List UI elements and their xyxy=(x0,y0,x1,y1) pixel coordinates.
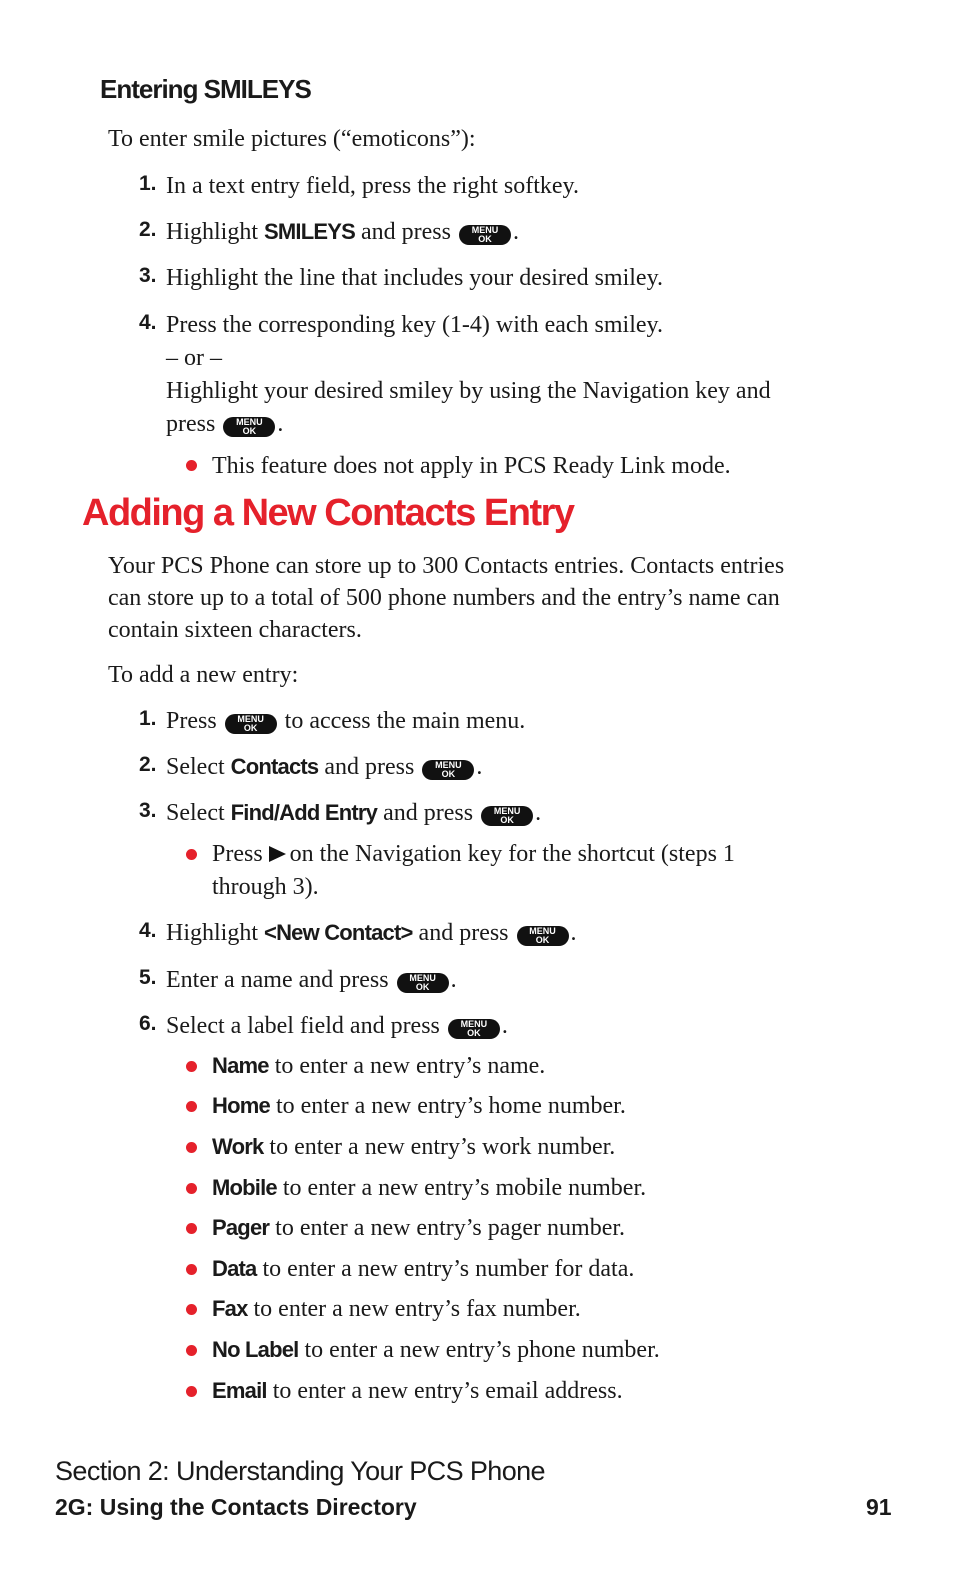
contacts-step-1: Press MENU OK to access the main menu. xyxy=(166,708,526,734)
step-number: 1. xyxy=(139,172,157,195)
menu-ok-key-icon: MENU OK xyxy=(481,806,533,826)
bullet-icon xyxy=(186,1101,197,1112)
list-item: Fax to enter a new entry’s fax number. xyxy=(212,1296,581,1322)
subsection-heading: Entering SMILEYS xyxy=(100,74,311,104)
footer-chapter: 2G: Using the Contacts Directory xyxy=(55,1494,417,1520)
list-item: Name to enter a new entry’s name. xyxy=(212,1053,546,1079)
menu-ok-key-icon: MENU OK xyxy=(422,760,474,780)
menu-ok-key-icon: MENU OK xyxy=(397,973,449,993)
shortcut-note: Press on the Navigation key for the shortcut (steps 1 xyxy=(212,841,735,867)
bullet-icon xyxy=(186,1061,197,1072)
smileys-note: This feature does not apply in PCS Ready Link mode. xyxy=(212,453,731,479)
bullet-icon xyxy=(186,1345,197,1356)
contacts-keyword: Contacts xyxy=(230,754,319,779)
menu-ok-key-icon: MENU OK xyxy=(448,1019,500,1039)
contacts-step-3: Select Find/Add Entry and press MENU OK . xyxy=(166,800,542,826)
smileys-step-1: In a text entry field, press the right softkey. xyxy=(166,173,579,199)
bullet-icon xyxy=(186,1304,197,1315)
bullet-icon xyxy=(186,1183,197,1194)
find-add-entry-keyword: Find/Add Entry xyxy=(230,800,378,825)
step-number: 3. xyxy=(139,799,157,822)
page-number: 91 xyxy=(866,1494,892,1520)
step-number: 1. xyxy=(139,707,157,730)
step-number: 4. xyxy=(139,919,157,942)
smileys-step-2: Highlight SMILEYS and press MENU OK . xyxy=(166,219,519,245)
menu-ok-key-icon: MENU OK xyxy=(225,714,277,734)
list-item: Mobile to enter a new entry’s mobile number. xyxy=(212,1175,647,1201)
bullet-icon xyxy=(186,849,197,860)
footer-section: Section 2: Understanding Your PCS Phone xyxy=(55,1456,545,1486)
bullet-icon xyxy=(186,1386,197,1397)
list-item: No Label to enter a new entry’s phone number. xyxy=(212,1337,660,1363)
smileys-intro: To enter smile pictures (“emoticons”): xyxy=(108,126,476,152)
contacts-step-5: Enter a name and press MENU OK . xyxy=(166,967,457,993)
smileys-step-4: Press the corresponding key (1-4) with each smiley. xyxy=(166,312,663,338)
list-item: Work to enter a new entry’s work number. xyxy=(212,1134,616,1160)
menu-ok-key-icon: MENU OK xyxy=(517,926,569,946)
contacts-paragraph: Your PCS Phone can store up to 300 Contacts entries. Contacts entries can store up to a total of 500 phone numbers and the entry’s name can contain sixteen characters. xyxy=(108,553,785,643)
or-separator: – or – xyxy=(166,345,222,371)
new-contact-keyword: <New Contact> xyxy=(264,920,413,945)
contacts-step-6: Select a label field and press MENU OK . xyxy=(166,1013,508,1039)
bullet-icon xyxy=(186,460,197,471)
step-number: 2. xyxy=(139,753,157,776)
list-item: Home to enter a new entry’s home number. xyxy=(212,1093,626,1119)
smileys-step-3: Highlight the line that includes your desired smiley. xyxy=(166,265,664,291)
smileys-step-4-alt-cont: press MENU OK . xyxy=(166,411,284,437)
bullet-icon xyxy=(186,1223,197,1234)
right-arrow-icon xyxy=(269,846,286,862)
menu-ok-key-icon: MENU OK xyxy=(223,417,275,437)
list-item: Pager to enter a new entry’s pager number. xyxy=(212,1215,626,1241)
contacts-step-4: Highlight <New Contact> and press MENU OK . xyxy=(166,920,577,946)
step-number: 5. xyxy=(139,966,157,989)
step-number: 6. xyxy=(139,1012,157,1035)
contacts-step-2: Select Contacts and press MENU OK . xyxy=(166,754,483,780)
bullet-icon xyxy=(186,1264,197,1275)
step-number: 3. xyxy=(139,264,157,287)
contacts-intro: To add a new entry: xyxy=(108,662,299,688)
section-heading: Adding a New Contacts Entry xyxy=(82,492,574,534)
step-number: 2. xyxy=(139,218,157,241)
smileys-keyword: SMILEYS xyxy=(264,219,355,244)
list-item: Data to enter a new entry’s number for data. xyxy=(212,1256,635,1282)
smileys-step-4-alt: Highlight your desired smiley by using the Navigation key and xyxy=(166,378,771,404)
shortcut-note-cont: through 3). xyxy=(212,874,319,900)
step-number: 4. xyxy=(139,311,157,334)
bullet-icon xyxy=(186,1142,197,1153)
menu-ok-key-icon: MENU OK xyxy=(459,225,511,245)
list-item: Email to enter a new entry’s email address. xyxy=(212,1378,623,1404)
